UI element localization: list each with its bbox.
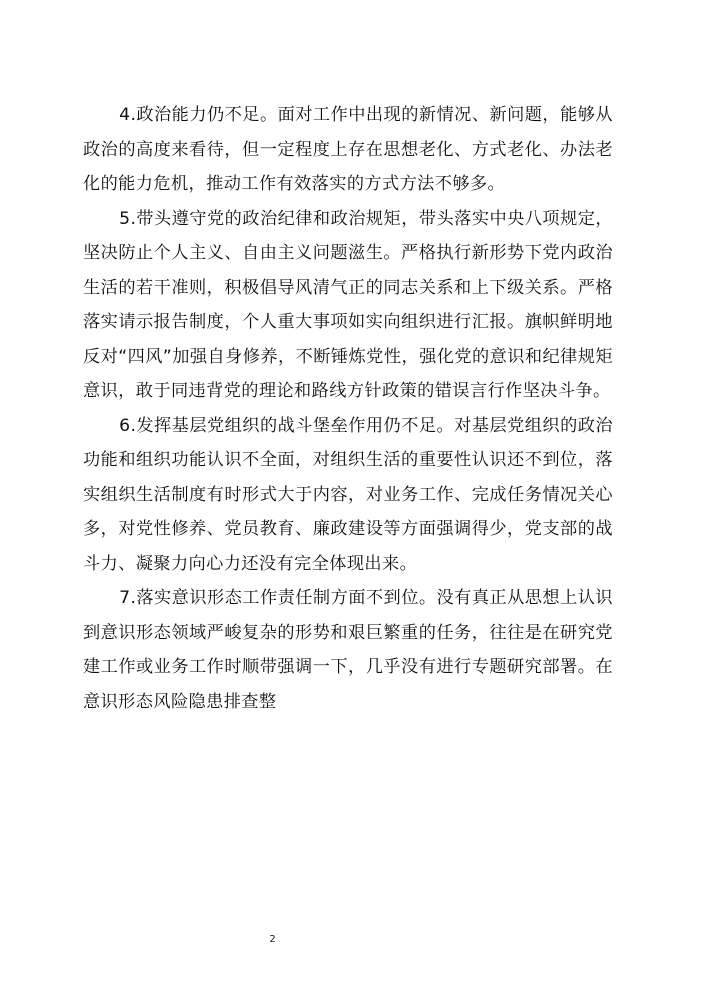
paragraph-7: 7.落实意识形态工作责任制方面不到位。没有真正从思想上认识到意识形态领域严峻复杂的形势和艰巨繁重的任务，往往是在研究党建工作或业务工作时顺带强调一下，几乎没有进行专题研究部署。在意识形态风险隐患排查整 — [83, 588, 613, 712]
page-number: 2 — [269, 934, 276, 945]
document-body — [83, 98, 613, 719]
paragraph-4: 4.政治能力仍不足。面对工作中出现的新情况、新问题，能够从政治的高度来看待，但一定程度上存在思想老化、方式老化、办法老化的能力危机，推动工作有效落实的方式方法不够多。 — [83, 105, 613, 194]
paragraph-5: 5.带头遵守党的政治纪律和政治规矩，带头落实中央八项规定，坚决防止个人主义、自由主义问题滋生。严格执行新形势下党内政治生活的若干准则，积极倡导风清气正的同志关系和上下级关系。严格落实请示报告制度，个人重大事项如实向组织进行汇报。旗帜鲜明地反对“四风”加强自身修养，不断锤炼党性，强化党的意识和纪律规矩意识，敢于同违背党的理论和路线方针政策的错误言行作坚决斗争。 — [83, 208, 613, 401]
paragraph-6: 6.发挥基层党组织的战斗堡垒作用仍不足。对基层党组织的政治功能和组织功能认识不全面，对组织生活的重要性认识还不到位，落实组织生活制度有时形式大于内容，对业务工作、完成任务情况关心多，对党性修养、党员教育、廉政建设等方面强调得少，党支部的战斗力、凝聚力向心力还没有完全体现出来。 — [83, 415, 613, 574]
